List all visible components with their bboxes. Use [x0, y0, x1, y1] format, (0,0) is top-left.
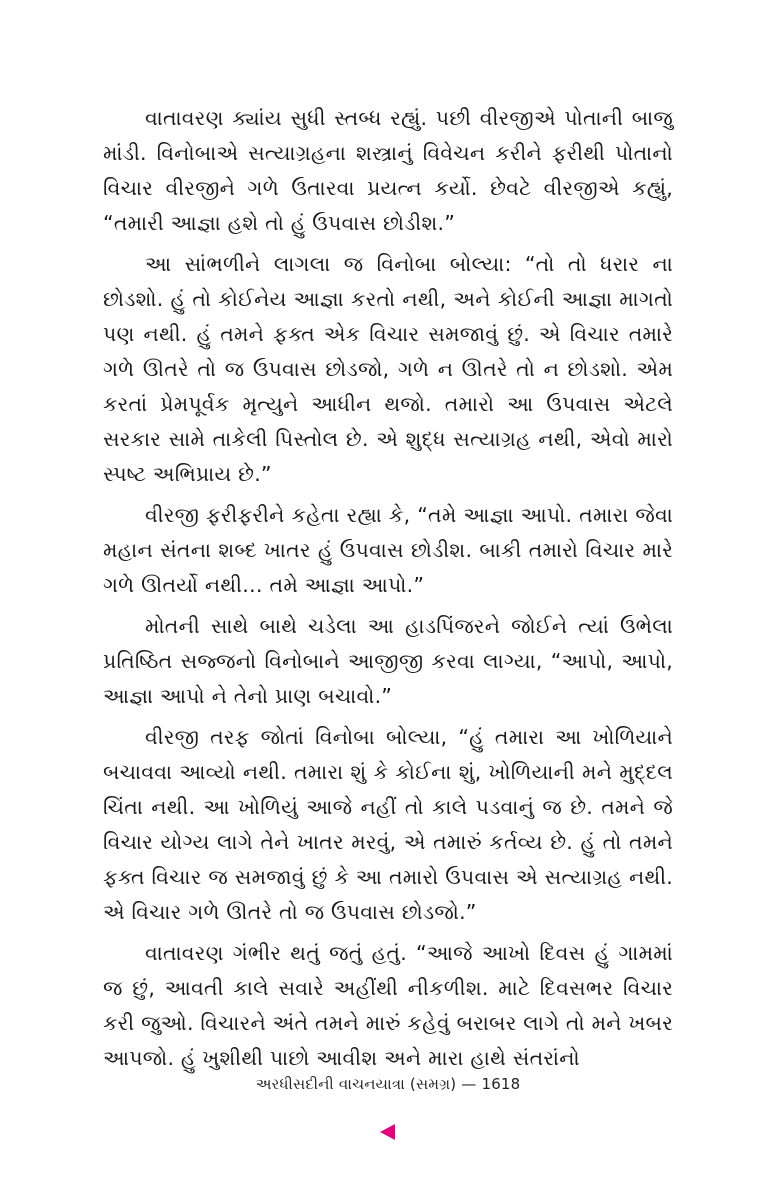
paragraph-6: વાતાવરણ ગંભીર થતું જતું હતું. “આજે આખો દિવસ હું ગામમાં જ છું, આવતી કાલે સવારે અહીંથી નીકળીશ. માટે દિવસભર વિચાર કરી જુઓ. વિચારને અંતે તમને મારું કહેવું બરાબર લાગે તો મને ખબર આપજો. હું ખુશીથી પાછો આવીશ અને મારા હાથે સંતરાંનો — [103, 941, 673, 1070]
paragraph-1: વાતાવરણ ક્યાંય સુધી સ્તબ્ધ રહ્યું. પછી વીરજીએ પોતાની બાજુ માંડી. વિનોબાએ સત્યાગ્રહના શસ્ત્રાનું વિવેચન કરીને ફરીથી પોતાનો વિચાર વીરજીને ગળે ઉતારવા પ્રયત્ન કર્યો. છેવટે વીરજીએ કહ્યું, “તમારી આજ્ઞા હશે તો હું ઉપવાસ છોડીશ.” — [103, 106, 673, 235]
page-footer: અરધીસદીની વાચનયાત્રા (સમગ્ર) — 1618 — [255, 1075, 521, 1093]
paragraph-2: આ સાંભળીને લાગલા જ વિનોબા બોલ્યા: “તો તો ધરાર ના છોડશો. હું તો કોઈનેય આજ્ઞા કરતો નથી, અને કોઈની આજ્ઞા માગતો પણ નથી. હું તમને ફક્ત એક વિચાર સમજાવું છું. એ વિચાર તમારે ગળે ઊતરે તો જ ઉપવાસ છોડજો, ગળે ન ઊતરે તો ન છોડશો. એમ કરતાં પ્રેમપૂર્વક મૃત્યુને આધીન થજો. તમારો આ ઉપવાસ એટલે સરકાર સામે તાકેલી પિસ્તોલ છે. એ શુદ્ધ સત્યાગ્રહ નથી, એવો મારો સ્પષ્ટ અભિપ્રાય છે.” — [103, 252, 673, 486]
paragraph-3: વીરજી ફરીફરીને કહેતા રહ્યા કે, “તમે આજ્ઞા આપો. તમારા જેવા મહાન સંતના શબ્દ ખાતર હું ઉપવાસ છોડીશ. બાકી તમારો વિચાર મારે ગળે ઊતર્યો નથી… તમે આજ્ઞા આપો.” — [103, 503, 673, 597]
body-text — [103, 101, 673, 1078]
previous-page-arrow-icon[interactable] — [380, 1124, 395, 1140]
paragraph-5: વીરજી તરફ જોતાં વિનોબા બોલ્યા, “હું તમારા આ ખોળિયાને બચાવવા આવ્યો નથી. તમારા શું કે કોઈના શું, ખોળિયાની મને મુદ્દલ ચિંતા નથી. આ ખોળિયું આજે નહીં તો કાલે પડવાનું જ છે. તમને જે વિચાર યોગ્ય લાગે તેને ખાતર મરવું, એ તમારું કર્તવ્ય છે. હું તો તમને ફક્ત વિચાર જ સમજાવું છું કે આ તમારો ઉપવાસ એ સત્યાગ્રહ નથી. એ વિચાર ગળે ઊતરે તો જ ઉપવાસ છોડજો.” — [103, 725, 673, 924]
paragraph-4: મોતની સાથે બાથે ચડેલા આ હાડપિંજરને જોઈને ત્યાં ઉભેલા પ્રતિષ્ઠિત સજ્જનો વિનોબાને આજીજી કરવા લાગ્યા, “આપો, આપો, આજ્ઞા આપો ને તેનો પ્રાણ બચાવો.” — [103, 614, 673, 708]
